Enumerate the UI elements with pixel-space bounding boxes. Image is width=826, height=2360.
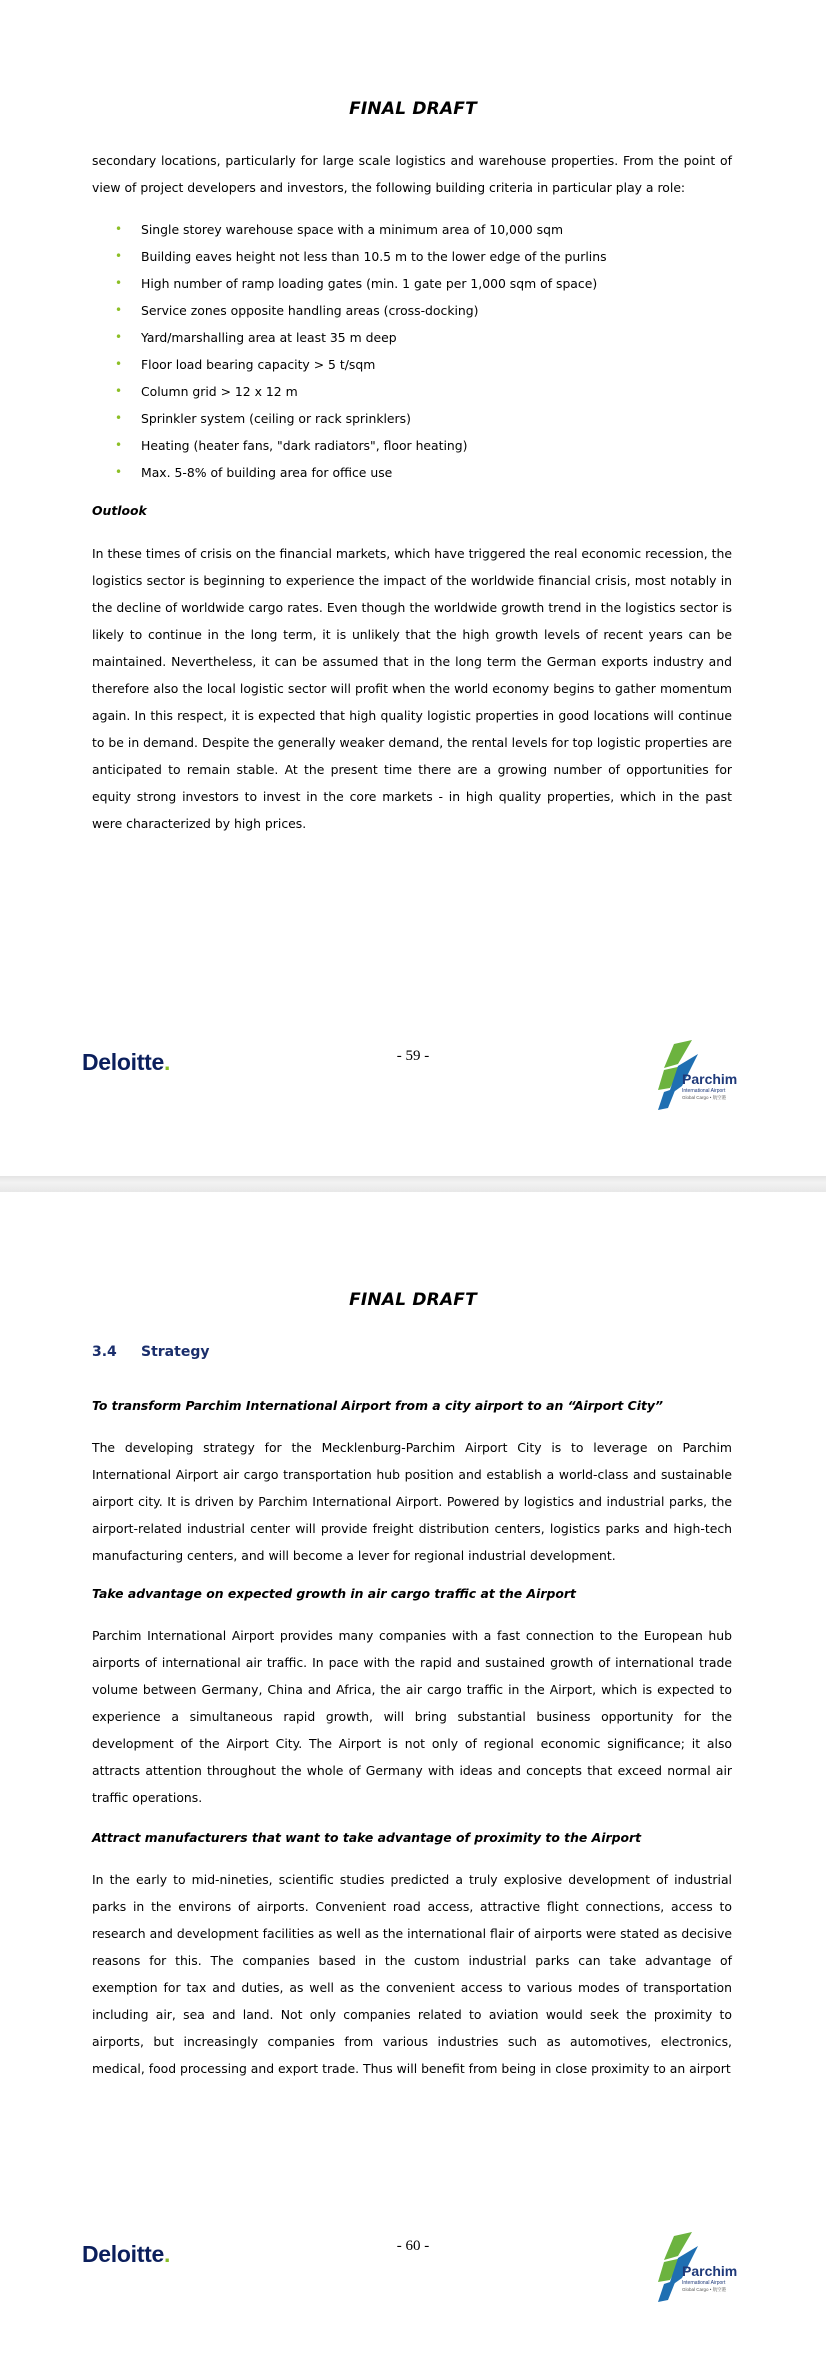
air-cargo-paragraph: Parchim International Airport provides many companies with a fast connection to the European hub airports of international air traffic. In pace with the rapid and sustained growth of international trade volume between Germany, China and Africa, the air cargo traffic in the Airport, which is expected to experience a simultaneous rapid growth, will bring substantial business opportunity for the development of the Airport City. The Airport is not only of regional economic significance; it also attracts attention throughout the whole of Germany with ideas and concepts that exceed normal air traffic operations. xyxy=(92,1628,732,1805)
section-heading xyxy=(92,1344,209,1360)
list-item: • Service zones opposite handling areas (cross-docking) xyxy=(92,297,732,324)
bullet-icon: • xyxy=(115,276,123,290)
intro-paragraph: secondary locations, particularly for large scale logistics and warehouse properties. From the point of view of project developers and investors, the following building criteria in particular play a role: xyxy=(92,153,732,195)
subheading-air-cargo: Take advantage on expected growth in air cargo traffic at the Airport xyxy=(92,1586,576,1601)
deloitte-logo: Deloitte. xyxy=(82,2241,171,2267)
deloitte-logo: Deloitte. xyxy=(82,1049,171,1075)
strategy-paragraph: The developing strategy for the Mecklenburg-Parchim Airport City is to leverage on Parchim International Airport air cargo transportation hub position and establish a world-class and sustainable airport city. It is driven by Parchim International Airport. Powered by logistics and industrial parks, the airport-related industrial center will provide freight distribution centers, logistics parks and high-tech manufacturing centers, and will become a lever for regional industrial development. xyxy=(92,1440,732,1563)
bullet-icon: • xyxy=(115,357,123,371)
building-criteria-list xyxy=(92,216,732,486)
page-header: FINAL DRAFT xyxy=(349,99,477,119)
list-item: • Sprinkler system (ceiling or rack sprinklers) xyxy=(92,405,732,432)
list-item: • High number of ramp loading gates (min. 1 gate per 1,000 sqm of space) xyxy=(92,270,732,297)
manufacturers-paragraph: In the early to mid-nineties, scientific studies predicted a truly explosive development of industrial parks in the environs of airports. Convenient road access, attractive flight connections, access to research and development facilities as well as the international flair of airports were stated as decisive reasons for this. The companies based in the custom industrial parks can take advantage of exemption for tax and duties, as well as the convenient access to various modes of transportation including air, sea and land. Not only companies related to aviation would seek the proximity to airports, but increasingly companies from various industries such as automotives, electronics, medical, food processing and export trade. Thus will benefit from being in close proximity to an airport xyxy=(92,1872,732,2076)
list-item: • Building eaves height not less than 10.5 m to the lower edge of the purlins xyxy=(92,243,732,270)
bullet-icon: • xyxy=(115,438,123,452)
document-page-60 xyxy=(0,1192,826,2360)
bullet-icon: • xyxy=(115,222,123,236)
page-separator xyxy=(0,1176,826,1192)
section-number: 3.4 xyxy=(92,1344,117,1360)
subheading-manufacturers: Attract manufacturers that want to take advantage of proximity to the Airport xyxy=(92,1830,641,1845)
bullet-icon: • xyxy=(115,384,123,398)
svg-text:International Airport: International Airport xyxy=(682,1088,726,1094)
bullet-icon: • xyxy=(115,411,123,425)
list-item: • Yard/marshalling area at least 35 m deep xyxy=(92,324,732,351)
svg-text:International Airport: International Airport xyxy=(682,2280,726,2286)
outlook-paragraph: In these times of crisis on the financial markets, which have triggered the real economic recession, the logistics sector is beginning to experience the impact of the worldwide financial crisis, most notably in the decline of worldwide cargo rates. Even though the worldwide growth trend in the logistics sector is likely to continue in the long term, it is unlikely that the high growth levels of recent years can be maintained. Nevertheless, it can be assumed that in the long term the German exports industry and therefore also the local logistic sector will profit when the world economy begins to gather momentum again. In this respect, it is expected that high quality logistic properties in good locations will continue to be in demand. Despite the generally weaker demand, the rental levels for top logistic properties are anticipated to remain stable. At the present time there are a growing number of opportunities for equity strong investors to invest in the core markets - in high quality properties, which in the past were characterized by high prices. xyxy=(92,546,732,831)
bullet-icon: • xyxy=(115,303,123,317)
svg-text:Parchim: Parchim xyxy=(682,2263,738,2279)
list-item: • Single storey warehouse space with a minimum area of 10,000 sqm xyxy=(92,216,732,243)
section-title: Strategy xyxy=(141,1344,210,1360)
svg-text:Global Cargo • 航空港: Global Cargo • 航空港 xyxy=(682,1095,727,1100)
page-number: - 59 - xyxy=(396,1048,430,1064)
document-page-59 xyxy=(0,0,826,1176)
bullet-icon: • xyxy=(115,465,123,479)
svg-text:Parchim: Parchim xyxy=(682,1071,738,1087)
bullet-icon: • xyxy=(115,249,123,263)
bullet-icon: • xyxy=(115,330,123,344)
svg-text:Global Cargo • 航空港: Global Cargo • 航空港 xyxy=(682,2287,727,2292)
outlook-heading: Outlook xyxy=(92,503,147,518)
page-number: - 60 - xyxy=(396,2238,430,2254)
parchim-logo xyxy=(658,2232,740,2302)
list-item: • Max. 5-8% of building area for office use xyxy=(92,459,732,486)
list-item: • Column grid > 12 x 12 m xyxy=(92,378,732,405)
list-item: • Heating (heater fans, "dark radiators", floor heating) xyxy=(92,432,732,459)
page-header: FINAL DRAFT xyxy=(349,1290,477,1310)
parchim-logo xyxy=(658,1040,740,1110)
list-item: • Floor load bearing capacity > 5 t/sqm xyxy=(92,351,732,378)
subheading-airport-city: To transform Parchim International Airport from a city airport to an “Airport City” xyxy=(92,1398,663,1413)
